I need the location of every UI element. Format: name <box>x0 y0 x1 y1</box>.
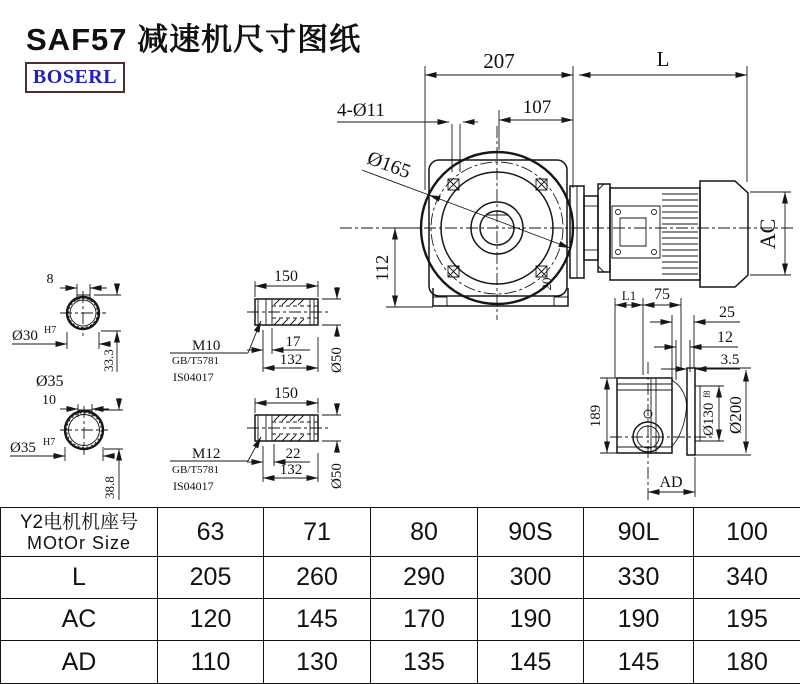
AD-value: 145 <box>478 641 584 684</box>
L-value: 205 <box>158 557 264 599</box>
brand-logo-text: BOSERL <box>32 66 118 88</box>
shaft1-thread-depth: 17 <box>285 334 301 350</box>
AD-value: 180 <box>694 641 800 684</box>
shaft2-standard-iso: IS04017 <box>173 479 214 493</box>
dim-AC: AC <box>755 218 780 250</box>
table-row <box>1 557 800 599</box>
motor-size-90S: 90S <box>478 508 584 557</box>
front-view <box>337 47 793 320</box>
AD-value: 130 <box>264 641 371 684</box>
dim-AD: AD <box>659 474 683 491</box>
dim-25: 25 <box>719 304 735 321</box>
AD-value: 110 <box>158 641 264 684</box>
bore-section-30 <box>12 272 121 372</box>
shaft2-standard-gb: GB/T5781 <box>172 464 220 476</box>
row-label-AD: AD <box>1 641 158 684</box>
bolt-hole-callout: 4-Ø11 <box>337 100 385 121</box>
motor-size-71: 71 <box>264 508 371 557</box>
shaft2-thread-depth: 22 <box>285 446 301 462</box>
shaft1-standard-gb: GB/T5781 <box>172 355 220 367</box>
AC-value: 170 <box>371 599 478 641</box>
dim-165: Ø165 <box>364 147 414 184</box>
shaft1-dia: Ø50 <box>329 347 345 373</box>
shaft2-dia: Ø50 <box>329 463 345 489</box>
keyway-width-10: 10 <box>42 393 56 408</box>
hollow-shaft-m12 <box>170 385 345 493</box>
motor-size-header-cn: Y2电机机座号 <box>19 511 139 533</box>
shaft2-l2: 132 <box>279 462 303 478</box>
motor-fins <box>662 194 698 274</box>
AC-value: 195 <box>694 599 800 641</box>
row-label-L: L <box>1 557 158 599</box>
L-value: 260 <box>264 557 371 599</box>
motor-size-63: 63 <box>158 508 264 557</box>
side-view <box>588 286 751 500</box>
dim-12: 12 <box>717 329 733 346</box>
AC-value: 190 <box>478 599 584 641</box>
dim-200: Ø200 <box>726 396 745 434</box>
AD-value: 145 <box>584 641 694 684</box>
front-view-dimensions <box>337 47 791 307</box>
table-header-cell <box>1 508 158 557</box>
bore-dia-30: Ø30 <box>12 328 38 344</box>
shaft1-length: 150 <box>274 268 298 285</box>
shaft1-standard-iso: IS04017 <box>173 370 214 384</box>
motor-size-header-en: MOtOr Size <box>26 532 131 553</box>
dim-L1: L1 <box>621 288 637 303</box>
bore-dia-35-tolerance: H7 <box>43 437 56 448</box>
table-row <box>1 508 800 557</box>
bore-dia-30-tolerance: H7 <box>44 325 57 336</box>
shaft-dia-35-label: Ø35 <box>36 373 64 390</box>
dim-130: Ø130 <box>701 402 717 436</box>
motor-size-100: 100 <box>694 508 800 557</box>
side-view-dimensions <box>588 286 751 497</box>
AD-value: 135 <box>371 641 478 684</box>
shaft1-thread: M10 <box>192 338 221 354</box>
dim-75: 75 <box>654 286 670 303</box>
dim-L: L <box>656 47 670 71</box>
motor-size-90L: 90L <box>584 508 694 557</box>
dim-107: 107 <box>522 97 552 118</box>
dim-207: 207 <box>483 49 515 73</box>
dim-130-tolerance: f8 <box>702 390 712 398</box>
page-title: SAF57 减速机尺寸图纸 <box>26 22 362 57</box>
dim-112: 112 <box>372 254 392 282</box>
dim-20: 20 <box>539 277 554 291</box>
L-value: 300 <box>478 557 584 599</box>
shaft2-length: 150 <box>274 385 298 402</box>
table-row <box>1 599 800 641</box>
shaft2-thread: M12 <box>192 446 221 462</box>
motor-size-table <box>0 507 800 684</box>
bore-dia-35: Ø35 <box>10 440 36 456</box>
AC-value: 120 <box>158 599 264 641</box>
dim-189: 189 <box>588 404 604 428</box>
shaft1-l2: 132 <box>279 352 303 368</box>
dim-38-8: 38.8 <box>102 476 117 499</box>
hollow-shaft-m10 <box>170 268 345 384</box>
L-value: 290 <box>371 557 478 599</box>
dim-33-3: 33.3 <box>101 349 116 372</box>
dim-3-5: 3.5 <box>720 352 740 368</box>
keyway-width-8: 8 <box>46 272 54 287</box>
AC-value: 190 <box>584 599 694 641</box>
motor-size-80: 80 <box>371 508 478 557</box>
table-row <box>1 641 800 684</box>
bore-section-35 <box>10 393 123 500</box>
AC-value: 145 <box>264 599 371 641</box>
L-value: 330 <box>584 557 694 599</box>
L-value: 340 <box>694 557 800 599</box>
row-label-AC: AC <box>1 599 158 641</box>
